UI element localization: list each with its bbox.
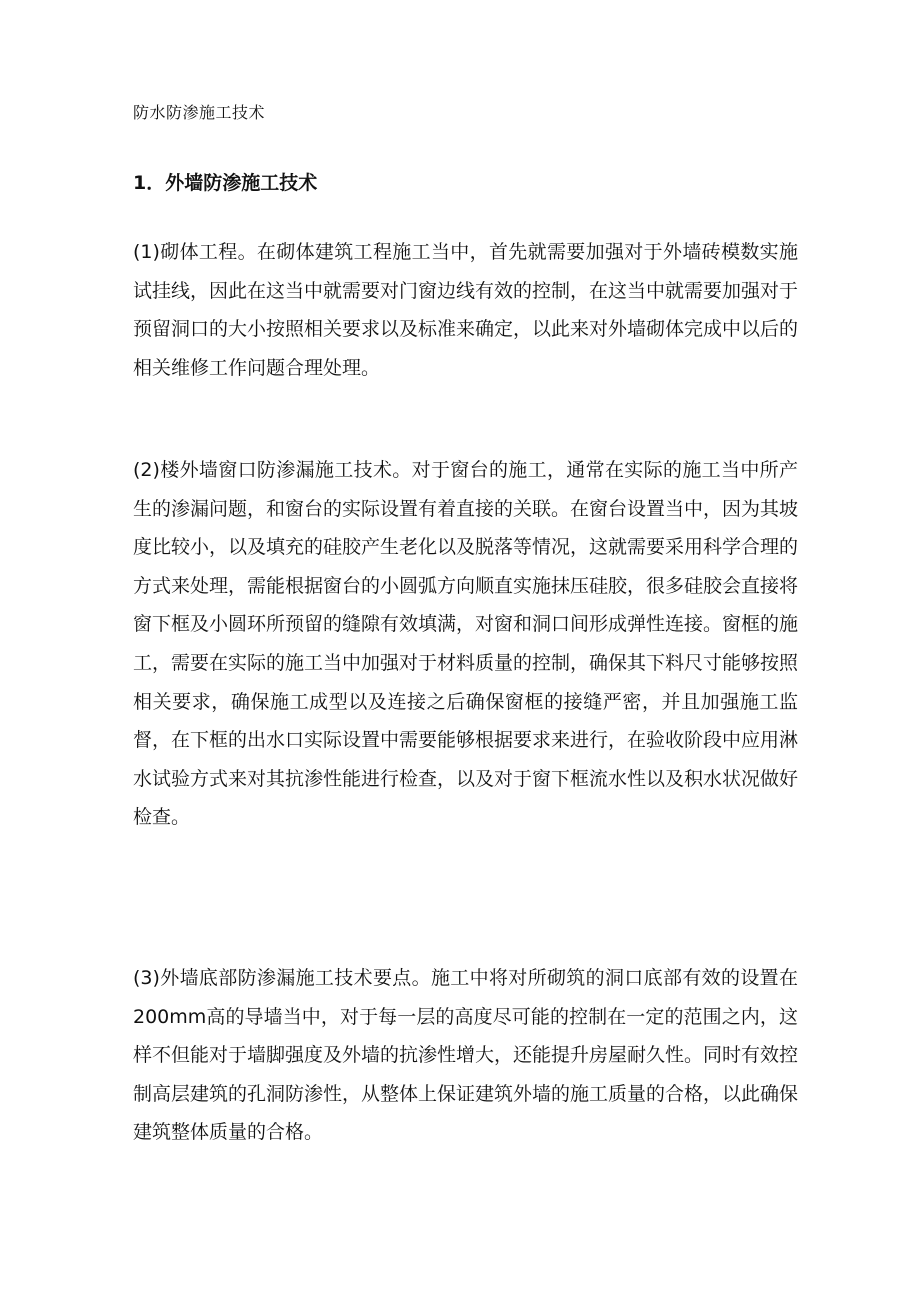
paragraph-masonry: (1)砌体工程。在砌体建筑工程施工当中，首先就需要加强对于外墙砖模数实施试挂线，因此在这当中就需要对门窗边线有效的控制，在这当中就需要加强对于预留洞口的大小按照相关要求以及标准来确定，以此来对外墙砌体完成中以后的相关维修工作问题合理处理。: [133, 241, 799, 379]
section-heading: 1．外墙防渗施工技术: [133, 172, 318, 194]
document-title: 防水防渗施工技术: [133, 103, 266, 122]
paragraph-wall-base: (3)外墙底部防渗漏施工技术要点。施工中将对所砌筑的洞口底部有效的设置在200mm高的导墙当中，对于每一层的高度尽可能的控制在一定的范围之内，这样不但能对于墙脚强度及外墙的抗渗性增大，还能提升房屋耐久性。同时有效控制高层建筑的孔洞防渗性，从整体上保证建筑外墙的施工质量的合格，以此确保建筑整体质量的合格。: [133, 967, 799, 1144]
paragraph-window: (2)楼外墙窗口防渗漏施工技术。对于窗台的施工，通常在实际的施工当中所产生的渗漏问题，和窗台的实际设置有着直接的关联。在窗台设置当中，因为其坡度比较小，以及填充的硅胶产生老化以及脱落等情况，这就需要采用科学合理的方式来处理，需能根据窗台的小圆弧方向顺直实施抹压硅胶，很多硅胶会直接将窗下框及小圆环所预留的缝隙有效填满，对窗和洞口间形成弹性连接。窗框的施工，需要在实际的施工当中加强对于材料质量的控制，确保其下料尺寸能够按照相关要求，确保施工成型以及连接之后确保窗框的接缝严密，并且加强施工监督，在下框的出水口实际设置中需要能够根据要求来进行，在验收阶段中应用淋水试验方式来对其抗渗性能进行检查，以及对于窗下框流水性以及积水状况做好检查。: [133, 459, 799, 829]
